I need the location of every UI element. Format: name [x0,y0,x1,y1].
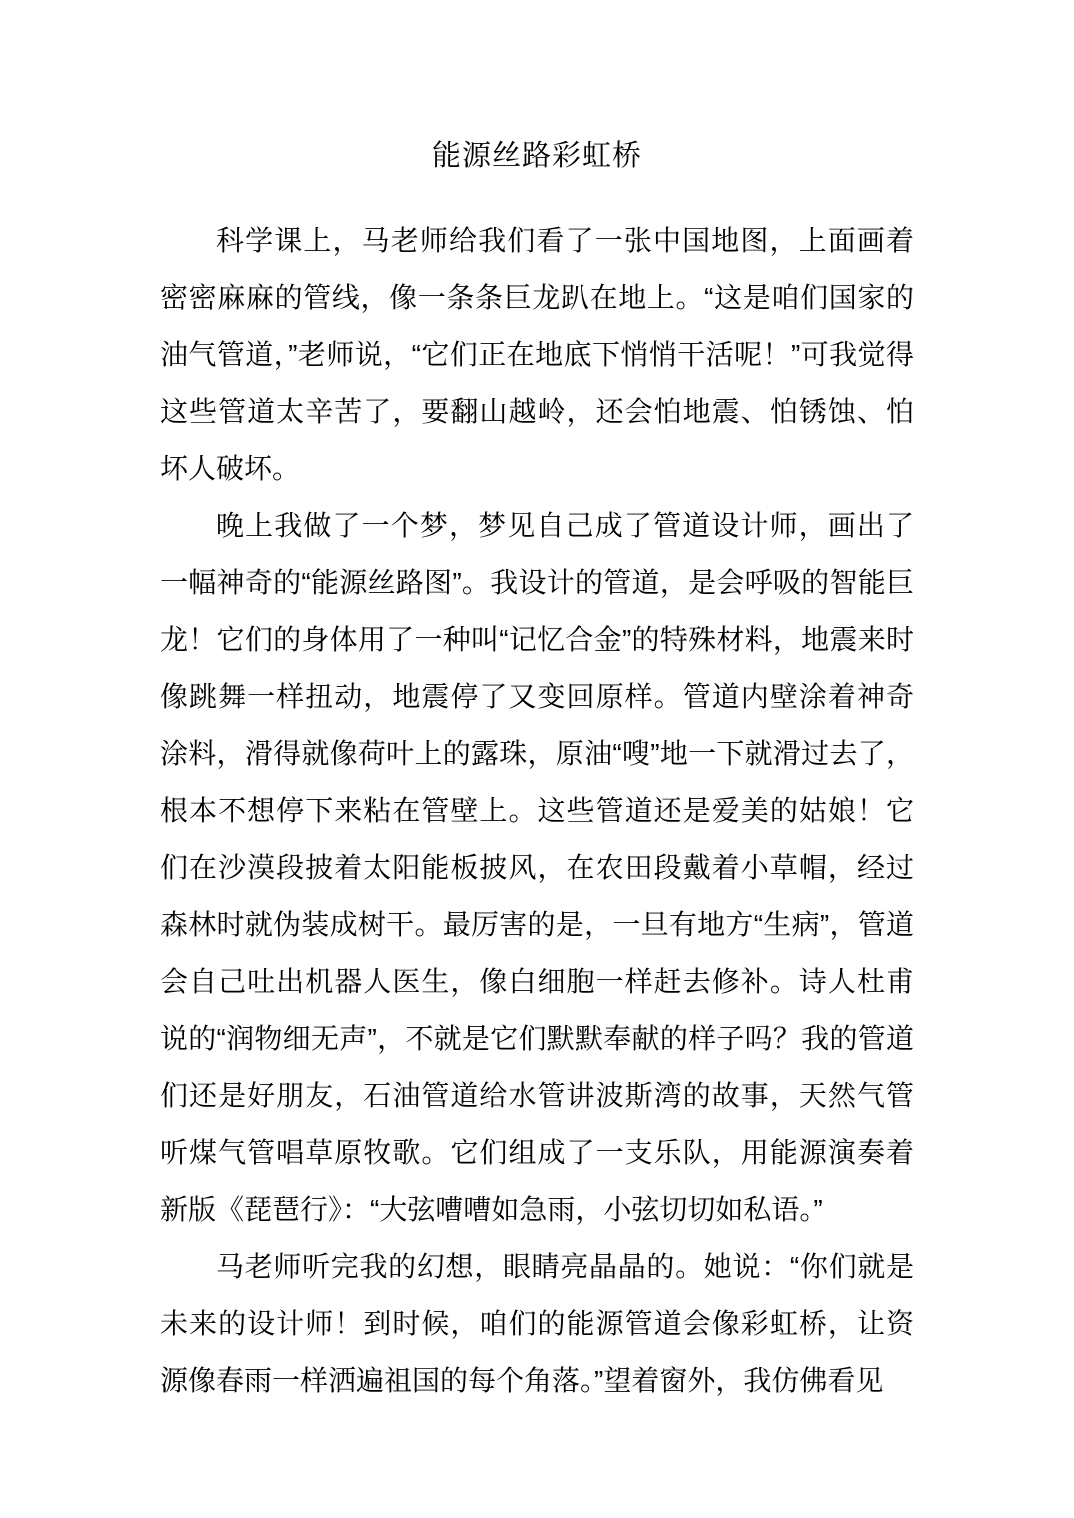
paragraph-2: 晚上我做了一个梦，梦见自己成了管道设计师，画出了一幅神奇的“能源丝路图”。我设计的管道，是会呼吸的智能巨龙！它们的身体用了一种叫“记忆合金”的特殊材料，地震来时像跳舞一样扭动，地震停了又变回原样。管道内壁涂着神奇涂料，滑得就像荷叶上的露珠，原油“嗖”地一下就滑过去了，根本不想停下来粘在管壁上。这些管道还是爱美的姑娘！它们在沙漠段披着太阳能板披风，在农田段戴着小草帽，经过森林时就伪装成树干。最厉害的是，一旦有地方“生病”，管道会自己吐出机器人医生，像白细胞一样赶去修补。诗人杜甫说的“润物细无声”，不就是它们默默奉献的样子吗？我的管道们还是好朋友，石油管道给水管讲波斯湾的故事，天然气管听煤气管唱草原牧歌。它们组成了一支乐队，用能源演奏着新版《琵琶行》：“大弦嘈嘈如急雨，小弦切切如私语。” [160,510,914,1225]
paragraph-1: 科学课上，马老师给我们看了一张中国地图，上面画着密密麻麻的管线，像一条条巨龙趴在地上。“这是咱们国家的油气管道，”老师说，“它们正在地底下悄悄干活呢！”可我觉得这些管道太辛苦了，要翻山越岭，还会怕地震、怕锈蚀、怕坏人破坏。 [160,225,914,484]
document-body [160,212,914,1409]
paragraph-3: 马老师听完我的幻想，眼睛亮晶晶的。她说：“你们就是未来的设计师！到时候，咱们的能源管道会像彩虹桥，让资源像春雨一样洒遍祖国的每个角落。”望着窗外，我仿佛看见 [160,1251,914,1396]
document-title: 能源丝路彩虹桥 [431,140,642,172]
